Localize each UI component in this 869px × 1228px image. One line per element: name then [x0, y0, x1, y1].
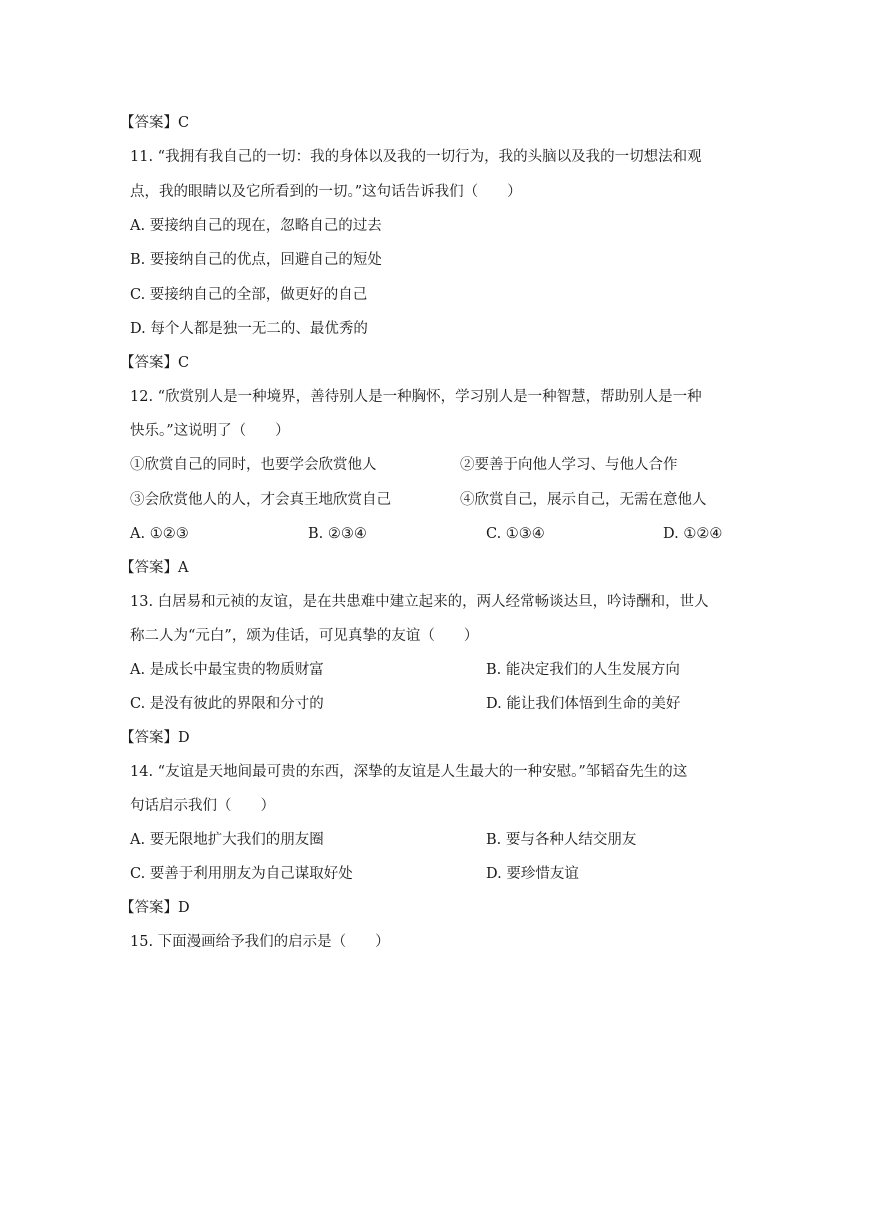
q11-stem-line2: 点，我的眼睛以及它所看到的一切。”这句话告诉我们（ ）: [130, 184, 522, 200]
q14-option-d: D. 要珍惜友谊: [486, 866, 579, 882]
q12-item-4: ④欣赏自己，展示自己，无需在意他人: [460, 492, 707, 508]
q13-option-d: D. 能让我们体悟到生命的美好: [486, 696, 681, 712]
q12-item-2: ②要善于向他人学习、与他人合作: [460, 457, 678, 473]
q12-option-a: A. ①②③: [130, 526, 189, 542]
q14-option-c: C. 要善于利用朋友为自己谋取好处: [130, 866, 353, 882]
q11-option-a: A. 要接纳自己的现在，忽略自己的过去: [130, 218, 382, 234]
q11-option-c: C. 要接纳自己的全部，做更好的自己: [130, 287, 368, 303]
q14-stem-line1: 14. “友谊是天地间最可贵的东西，深挚的友谊是人生最大的一种安慰。”邹韬奋先生的这: [130, 764, 688, 780]
q13-option-a: A. 是成长中最宝贵的物质财富: [130, 662, 324, 678]
q14-stem-line2: 句话启示我们（ ）: [130, 798, 275, 814]
answer-11: 【答案】C: [120, 355, 190, 371]
q12-stem-line2: 快乐。”这说明了（ ）: [130, 423, 290, 439]
q14-option-a: A. 要无限地扩大我们的朋友圈: [130, 832, 324, 848]
q13-option-c: C. 是没有彼此的界限和分寸的: [130, 696, 324, 712]
q11-option-d: D. 每个人都是独一无二的、最优秀的: [130, 321, 368, 337]
q13-stem-line2: 称二人为“元白”，颂为佳话，可见真挚的友谊（ ）: [130, 628, 479, 644]
q12-option-c: C. ①③④: [486, 526, 545, 542]
q13-stem-line1: 13. 白居易和元祯的友谊，是在共患难中建立起来的，两人经常畅谈达旦，吟诗酬和，世人: [130, 594, 709, 610]
q12-option-d: D. ①②④: [663, 526, 723, 542]
q11-option-b: B. 要接纳自己的优点，回避自己的短处: [130, 252, 382, 268]
q15-stem-line1: 15. 下面漫画给予我们的启示是（ ）: [130, 934, 390, 950]
q13-option-b: B. 能决定我们的人生发展方向: [486, 662, 680, 678]
q12-item-3: ③会欣赏他人的人，才会真王地欣赏自己: [130, 492, 391, 508]
q12-option-b: B. ②③④: [308, 526, 367, 542]
q14-option-b: B. 要与各种人结交朋友: [486, 832, 637, 848]
q12-item-1: ①欣赏自己的同时，也要学会欣赏他人: [130, 457, 377, 473]
answer-10: 【答案】C: [120, 115, 190, 131]
answer-12: 【答案】A: [120, 560, 189, 576]
answer-13: 【答案】D: [120, 730, 190, 746]
q11-stem-line1: 11. “我拥有我自己的一切：我的身体以及我的一切行为，我的头脑以及我的一切想法和观: [130, 149, 702, 165]
q12-stem-line1: 12. “欣赏别人是一种境界，善待别人是一种胸怀，学习别人是一种智慧，帮助别人是一种: [130, 389, 702, 405]
answer-14: 【答案】D: [120, 900, 190, 916]
